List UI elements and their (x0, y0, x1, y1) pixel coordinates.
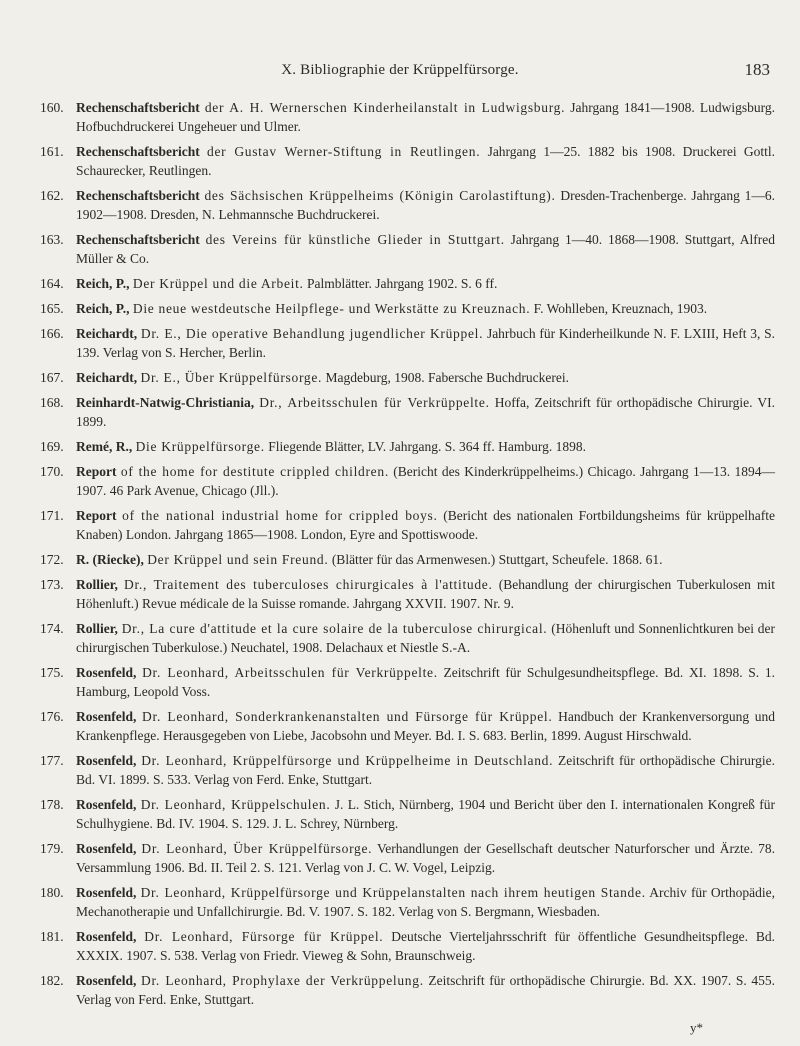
entry-details: (Höhenluft und Sonnenlichtkuren bei der chirurgischen Tuberkulose.) Neuchatel, 1908. Delachaux et Niestle S.-A. (76, 621, 776, 655)
entry-author: Reichardt, (76, 370, 138, 385)
entry-details: Fliegende Blätter, LV. Jahrgang. S. 364 ff. Hamburg. 1898. (268, 439, 587, 454)
entry-number: 171. (40, 508, 64, 523)
bibliography-entry (40, 971, 775, 1009)
entry-details: J. L. Stich, Nürnberg, 1904 und Bericht über den I. internationalen Kongreß für Schulhygiene. Bd. IV. 1904. S. 129. J. L. Schrey, Nürnberg. (76, 797, 775, 831)
bibliography-entry (40, 839, 775, 877)
entry-title: Dr. Leonhard, Fürsorge für Krüppel. (144, 929, 384, 944)
entry-author: Rechenschaftsbericht (76, 144, 200, 159)
entry-number: 176. (40, 709, 64, 724)
entry-details: Zeitschrift für Schulgesundheitspflege. Bd. XI. 1898. S. 1. Hamburg, Leopold Voss. (76, 665, 775, 699)
entry-number: 163. (40, 232, 64, 247)
entry-number: 174. (40, 621, 64, 636)
entry-details: Deutsche Vierteljahrsschrift für öffentliche Gesundheitspflege. Bd. XXXIX. 1907. S. 538. Verlag von Friedr. Vieweg & Sohn, Braunschweig. (76, 929, 775, 963)
bibliography-entry (40, 324, 775, 362)
bibliography-entry (40, 619, 775, 657)
bibliography-entry (40, 437, 775, 456)
bibliography-entry (40, 663, 775, 701)
entry-author: Remé, R., (76, 439, 133, 454)
entry-number: 166. (40, 326, 64, 341)
entry-author: Rechenschaftsbericht (76, 232, 200, 247)
entry-author: Rosenfeld, (76, 753, 137, 768)
entry-details: Jahrgang 1—40. 1868—1908. Stuttgart, Alfred Müller & Co. (76, 232, 775, 266)
entry-title: der Gustav Werner-Stiftung in Reutlingen. (207, 144, 481, 159)
entry-title: Dr. Leonhard, Prophylaxe der Verkrüppelung. (141, 973, 424, 988)
entry-author: Reich, P., (76, 301, 130, 316)
entry-number: 173. (40, 577, 64, 592)
bibliography-entry (40, 883, 775, 921)
entry-number: 181. (40, 929, 64, 944)
entry-author: Reich, P., (76, 276, 130, 291)
entry-author: Rosenfeld, (76, 841, 137, 856)
bibliography-entry (40, 462, 775, 500)
entry-title: Der Krüppel und sein Freund. (147, 552, 329, 567)
entry-details: (Blätter für das Armenwesen.) Stuttgart, Scheufele. 1868. 61. (331, 552, 663, 567)
entry-author: Reinhardt-Natwig-Christiania, (76, 395, 255, 410)
entry-title: Dr., Traitement des tuberculoses chirurgicales à l'attitude. (124, 577, 493, 592)
entry-number: 172. (40, 552, 64, 567)
entry-author: Report (76, 464, 117, 479)
bibliography-entry (40, 368, 775, 387)
entry-title: Die neue westdeutsche Heilpflege- und Werkstätte zu Kreuznach. (132, 301, 531, 316)
entry-details: Verhandlungen der Gesellschaft deutscher Naturforscher und Ärzte. 78. Versammlung 1906. Bd. II. Teil 2. S. 121. Verlag von J. C. W. Vogel, Leipzig. (76, 841, 775, 875)
bibliography-entry (40, 751, 775, 789)
entry-number: 167. (40, 370, 64, 385)
entry-number: 177. (40, 753, 64, 768)
entry-number: 169. (40, 439, 64, 454)
entry-details: (Behandlung der chirurgischen Tuberkulosen mit Höhenluft.) Revue médicale de la Suisse romande. Jahrgang XXVII. 1907. Nr. 9. (76, 577, 776, 611)
bibliography-entry (40, 230, 775, 268)
entry-details: Jahrbuch für Kinderheilkunde N. F. LXIII, Heft 3, S. 139. Verlag von S. Hercher, Berlin. (76, 326, 775, 360)
bibliography-entry (40, 506, 775, 544)
entry-author: Rosenfeld, (76, 797, 137, 812)
entry-number: 161. (40, 144, 64, 159)
entry-details: Archiv für Orthopädie, Mechanotherapie und Unfallchirurgie. Bd. V. 1907. S. 182. Verlag von S. Bergmann, Wiesbaden. (76, 885, 775, 919)
entry-title: Dr. Leonhard, Krüppelfürsorge und Krüppelanstalten nach ihrem heutigen Stande. (140, 885, 646, 900)
entry-title: Dr. Leonhard, Über Krüppelfürsorge. (141, 841, 373, 856)
entry-number: 179. (40, 841, 64, 856)
entry-number: 164. (40, 276, 64, 291)
entry-title: Die Krüppelfürsorge. (135, 439, 265, 454)
entry-details: Hoffa, Zeitschrift für orthopädische Chirurgie. VI. 1899. (76, 395, 776, 429)
printer-signature-mark: y* (690, 1020, 703, 1035)
bibliography-entry (40, 274, 775, 293)
bibliography-entry (40, 98, 775, 136)
bibliography-entry (40, 186, 775, 224)
entry-author: Rosenfeld, (76, 665, 137, 680)
entry-author: Rechenschaftsbericht (76, 188, 200, 203)
entry-author: Rechenschaftsbericht (76, 100, 200, 115)
entry-title: Der Krüppel und die Arbeit. (132, 276, 304, 291)
bibliography-entry (40, 575, 775, 613)
entry-details: Dresden-Trachenberge. Jahrgang 1—6. 1902—1908. Dresden, N. Lehmannsche Buchdruckerei. (76, 188, 776, 222)
bibliography-entry (40, 142, 775, 180)
bibliography-entry (40, 393, 775, 431)
entry-number: 175. (40, 665, 64, 680)
entry-title: Dr. Leonhard, Sonderkrankenanstalten und Fürsorge für Krüppel. (142, 709, 553, 724)
bibliography-entry (40, 707, 775, 745)
entry-number: 170. (40, 464, 64, 479)
entry-title: der A. H. Wernerschen Kinderheilanstalt in Ludwigsburg. (204, 100, 566, 115)
entry-title: Dr., Arbeitsschulen für Verkrüppelte. (259, 395, 490, 410)
bibliography-entry (40, 299, 775, 318)
entry-author: Rollier, (76, 621, 118, 636)
entry-title: of the home for destitute crippled children. (120, 464, 389, 479)
entry-author: Rosenfeld, (76, 973, 137, 988)
entry-number: 182. (40, 973, 64, 988)
entry-details: Jahrgang 1—25. 1882 bis 1908. Druckerei Gottl. Schaurecker, Reutlingen. (76, 144, 776, 178)
entry-details: Zeitschrift für orthopädische Chirurgie. Bd. VI. 1899. S. 533. Verlag von Ferd. Enke, Stuttgart. (76, 753, 775, 787)
running-head (0, 62, 800, 84)
entry-title: Dr. Leonhard, Krüppelfürsorge und Krüppelheime in Deutschland. (141, 753, 554, 768)
entry-title: Dr. E., Über Krüppelfürsorge. (140, 370, 323, 385)
bibliography-entry (40, 795, 775, 833)
entry-title: Dr. Leonhard, Krüppelschulen. (140, 797, 331, 812)
entry-author: R. (Riecke), (76, 552, 144, 567)
entry-author: Rollier, (76, 577, 118, 592)
entry-author: Rosenfeld, (76, 929, 137, 944)
bibliography-entry (40, 927, 775, 965)
entry-details: Handbuch der Krankenversorgung und Krankenpflege. Herausgegeben von Liebe, Jacobsohn und Meyer. Bd. I. S. 683. Berlin, 1899. August Hirschwald. (76, 709, 776, 743)
bibliography-list (40, 98, 775, 1015)
entry-title: des Sächsischen Krüppelheims (Königin Carolastiftung). (204, 188, 556, 203)
running-title: X. Bibliographie der Krüppelfürsorge. (281, 62, 519, 78)
entry-author: Rosenfeld, (76, 709, 137, 724)
entry-details: F. Wohlleben, Kreuznach, 1903. (533, 301, 708, 316)
entry-details: (Bericht des nationalen Fortbildungsheims für krüppelhafte Knaben) London. Jahrgang 1865—1908. London, Eyre and Spottiswoode. (76, 508, 776, 542)
entry-number: 160. (40, 100, 64, 115)
entry-author: Report (76, 508, 117, 523)
entry-number: 165. (40, 301, 64, 316)
entry-details: Palmblätter. Jahrgang 1902. S. 6 ff. (307, 276, 498, 291)
page-number: 183 (744, 60, 770, 79)
entry-details: (Bericht des Kinderkrüppelheims.) Chicago. Jahrgang 1—13. 1894—1907. 46 Park Avenue, Chicago (Jll.). (76, 464, 776, 498)
entry-author: Reichardt, (76, 326, 138, 341)
entry-author: Rosenfeld, (76, 885, 137, 900)
entry-number: 180. (40, 885, 64, 900)
entry-number: 162. (40, 188, 64, 203)
entry-title: of the national industrial home for crippled boys. (122, 508, 438, 523)
entry-number: 168. (40, 395, 64, 410)
entry-details: Jahrgang 1841—1908. Ludwigsburg. Hofbuchdruckerei Ungeheuer und Ulmer. (76, 100, 775, 134)
entry-details: Zeitschrift für orthopädische Chirurgie. Bd. XX. 1907. S. 455. Verlag von Ferd. Enke, Stuttgart. (76, 973, 776, 1007)
entry-title: Dr. Leonhard, Arbeitsschulen für Verkrüppelte. (142, 665, 438, 680)
bibliography-entry (40, 550, 775, 569)
entry-title: des Vereins für künstliche Glieder in Stuttgart. (205, 232, 505, 247)
entry-title: Dr., La cure d'attitude et la cure solaire de la tuberculose chirurgical. (121, 621, 548, 636)
entry-number: 178. (40, 797, 64, 812)
entry-title: Dr. E., Die operative Behandlung jugendlicher Krüppel. (140, 326, 484, 341)
entry-details: Magdeburg, 1908. Fabersche Buchdruckerei. (325, 370, 569, 385)
